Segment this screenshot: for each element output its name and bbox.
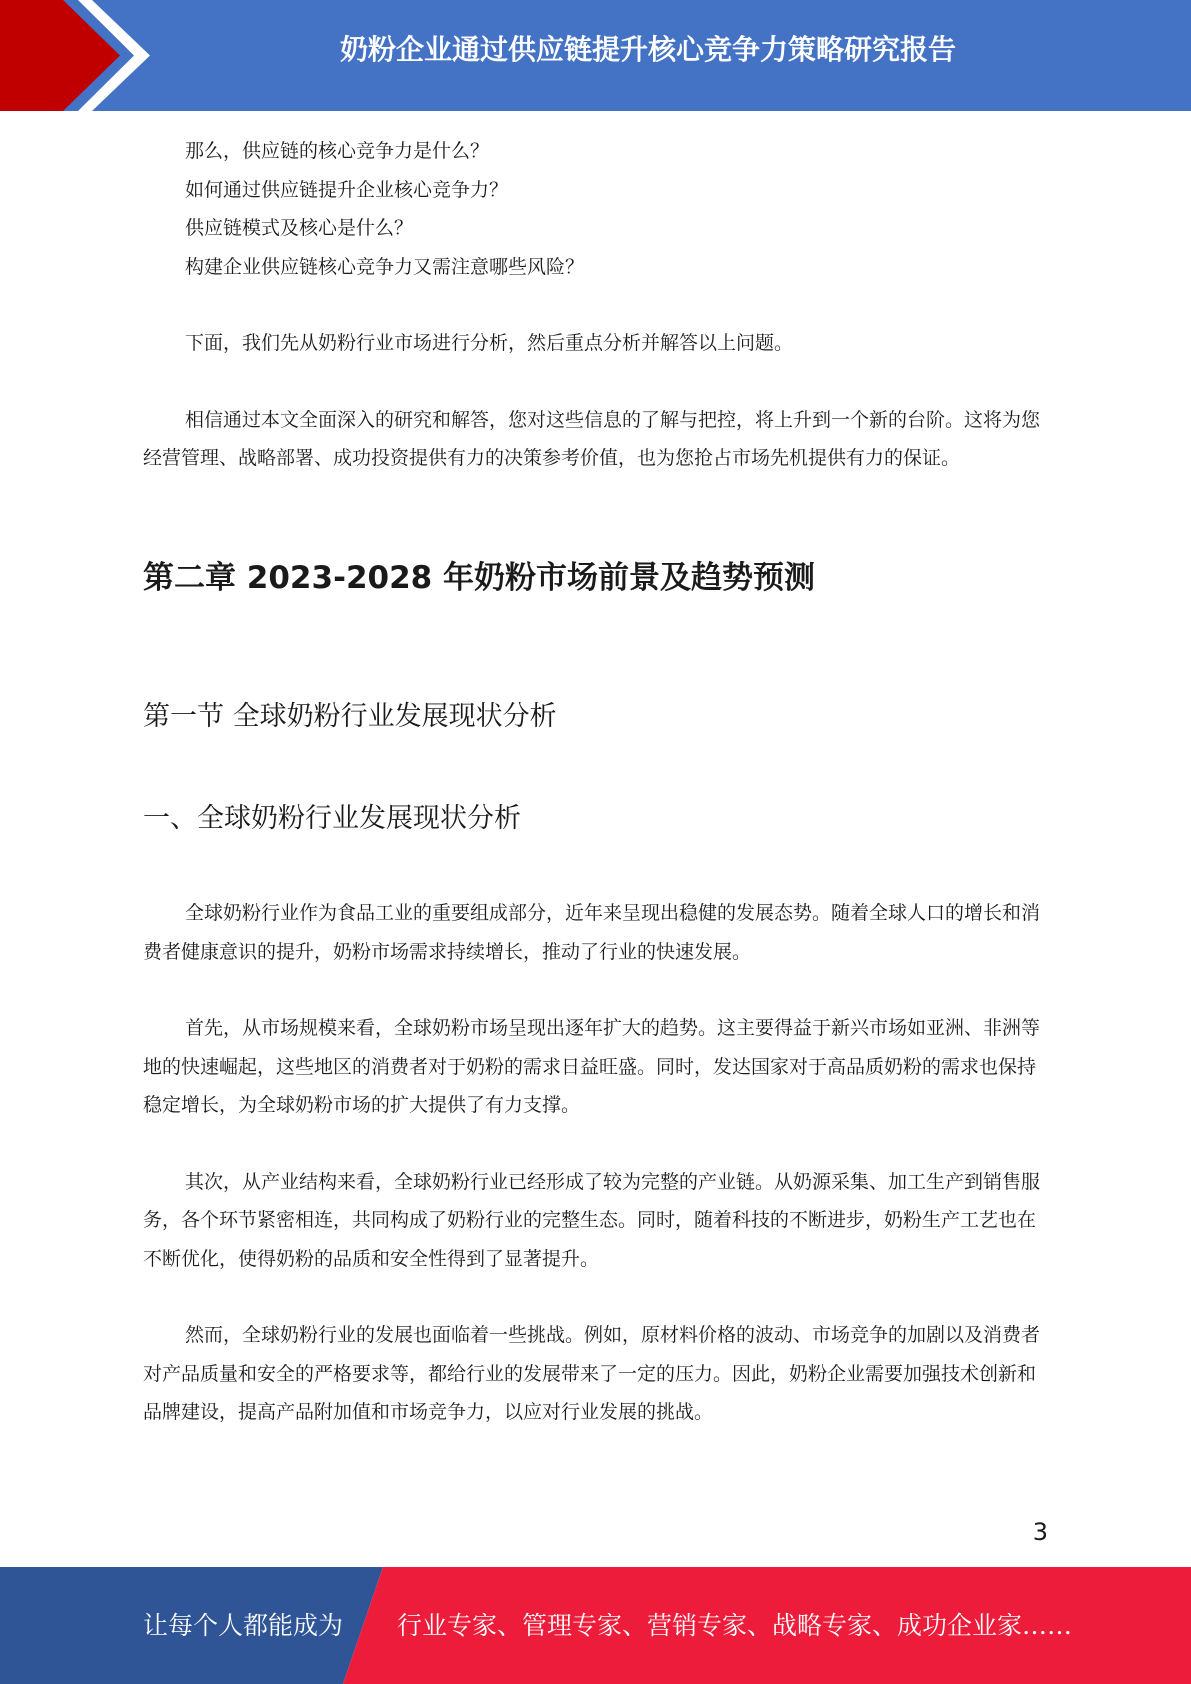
intro-question: 供应链模式及核心是什么？ [185,217,414,239]
intro-question: 如何通过供应链提升企业核心竞争力？ [185,178,509,201]
page-header [0,0,1191,111]
intro-question: 那么，供应链的核心竞争力是什么？ [185,140,490,162]
header-arrow-decoration [0,0,160,111]
intro-question: 构建企业供应链核心竞争力又需注意哪些风险？ [185,255,585,278]
body-paragraph: 其次，从产业结构来看，全球奶粉行业已经形成了较为完整的产业链。从奶源采集、加工生产到销售服务，各个环节紧密相连，共同构成了奶粉行业的完整生态。同时，随着科技的不断进步，奶粉生产工艺也在不断优化，使得奶粉的品质和安全性得到了显著提升。 [143,1170,1041,1270]
intro-paragraph: 下面，我们先从奶粉行业市场进行分析，然后重点分析并解答以上问题。 [185,332,794,354]
intro-questions [143,132,1045,286]
subsection-heading: 一、全球奶粉行业发展现状分析 [143,803,521,834]
footer-slogan-left: 让每个人都能成为 [143,1611,344,1640]
page-number: 3 [1032,1518,1048,1546]
footer-slogan-right: 行业专家、管理专家、营销专家、战略专家、成功企业家…… [397,1611,1073,1640]
document-title: 奶粉企业通过供应链提升核心竞争力策略研究报告 [339,33,956,66]
page-footer [0,1567,1191,1684]
page-content [143,132,1045,1423]
chapter-heading: 第二章 2023-2028 年奶粉市场前景及趋势预测 [143,560,816,596]
body-paragraph: 首先，从市场规模来看，全球奶粉市场呈现出逐年扩大的趋势。这主要得益于新兴市场如亚洲、非洲等地的快速崛起，这些地区的消费者对于奶粉的需求日益旺盛。同时，发达国家对于高品质奶粉的需求也保持稳定增长，为全球奶粉市场的扩大提供了有力支撑。 [143,1017,1041,1116]
body-paragraph: 全球奶粉行业作为食品工业的重要组成部分，近年来呈现出稳健的发展态势。随着全球人口的增长和消费者健康意识的提升，奶粉市场需求持续增长，推动了行业的快速发展。 [143,902,1041,963]
body-paragraph: 然而，全球奶粉行业的发展也面临着一些挑战。例如，原材料价格的波动、市场竞争的加剧以及消费者对产品质量和安全的严格要求等，都给行业的发展带来了一定的压力。因此，奶粉企业需要加强技术创新和品牌建设，提高产品附加值和市场竞争力，以应对行业发展的挑战。 [143,1324,1041,1423]
intro-paragraph: 相信通过本文全面深入的研究和解答，您对这些信息的了解与把控，将上升到一个新的台阶。这将为您经营管理、战略部署、成功投资提供有力的决策参考价值，也为您抢占市场先机提供有力的保证。 [143,408,1041,469]
body-text [143,894,1045,1432]
section-heading: 第一节 全球奶粉行业发展现状分析 [143,701,557,732]
